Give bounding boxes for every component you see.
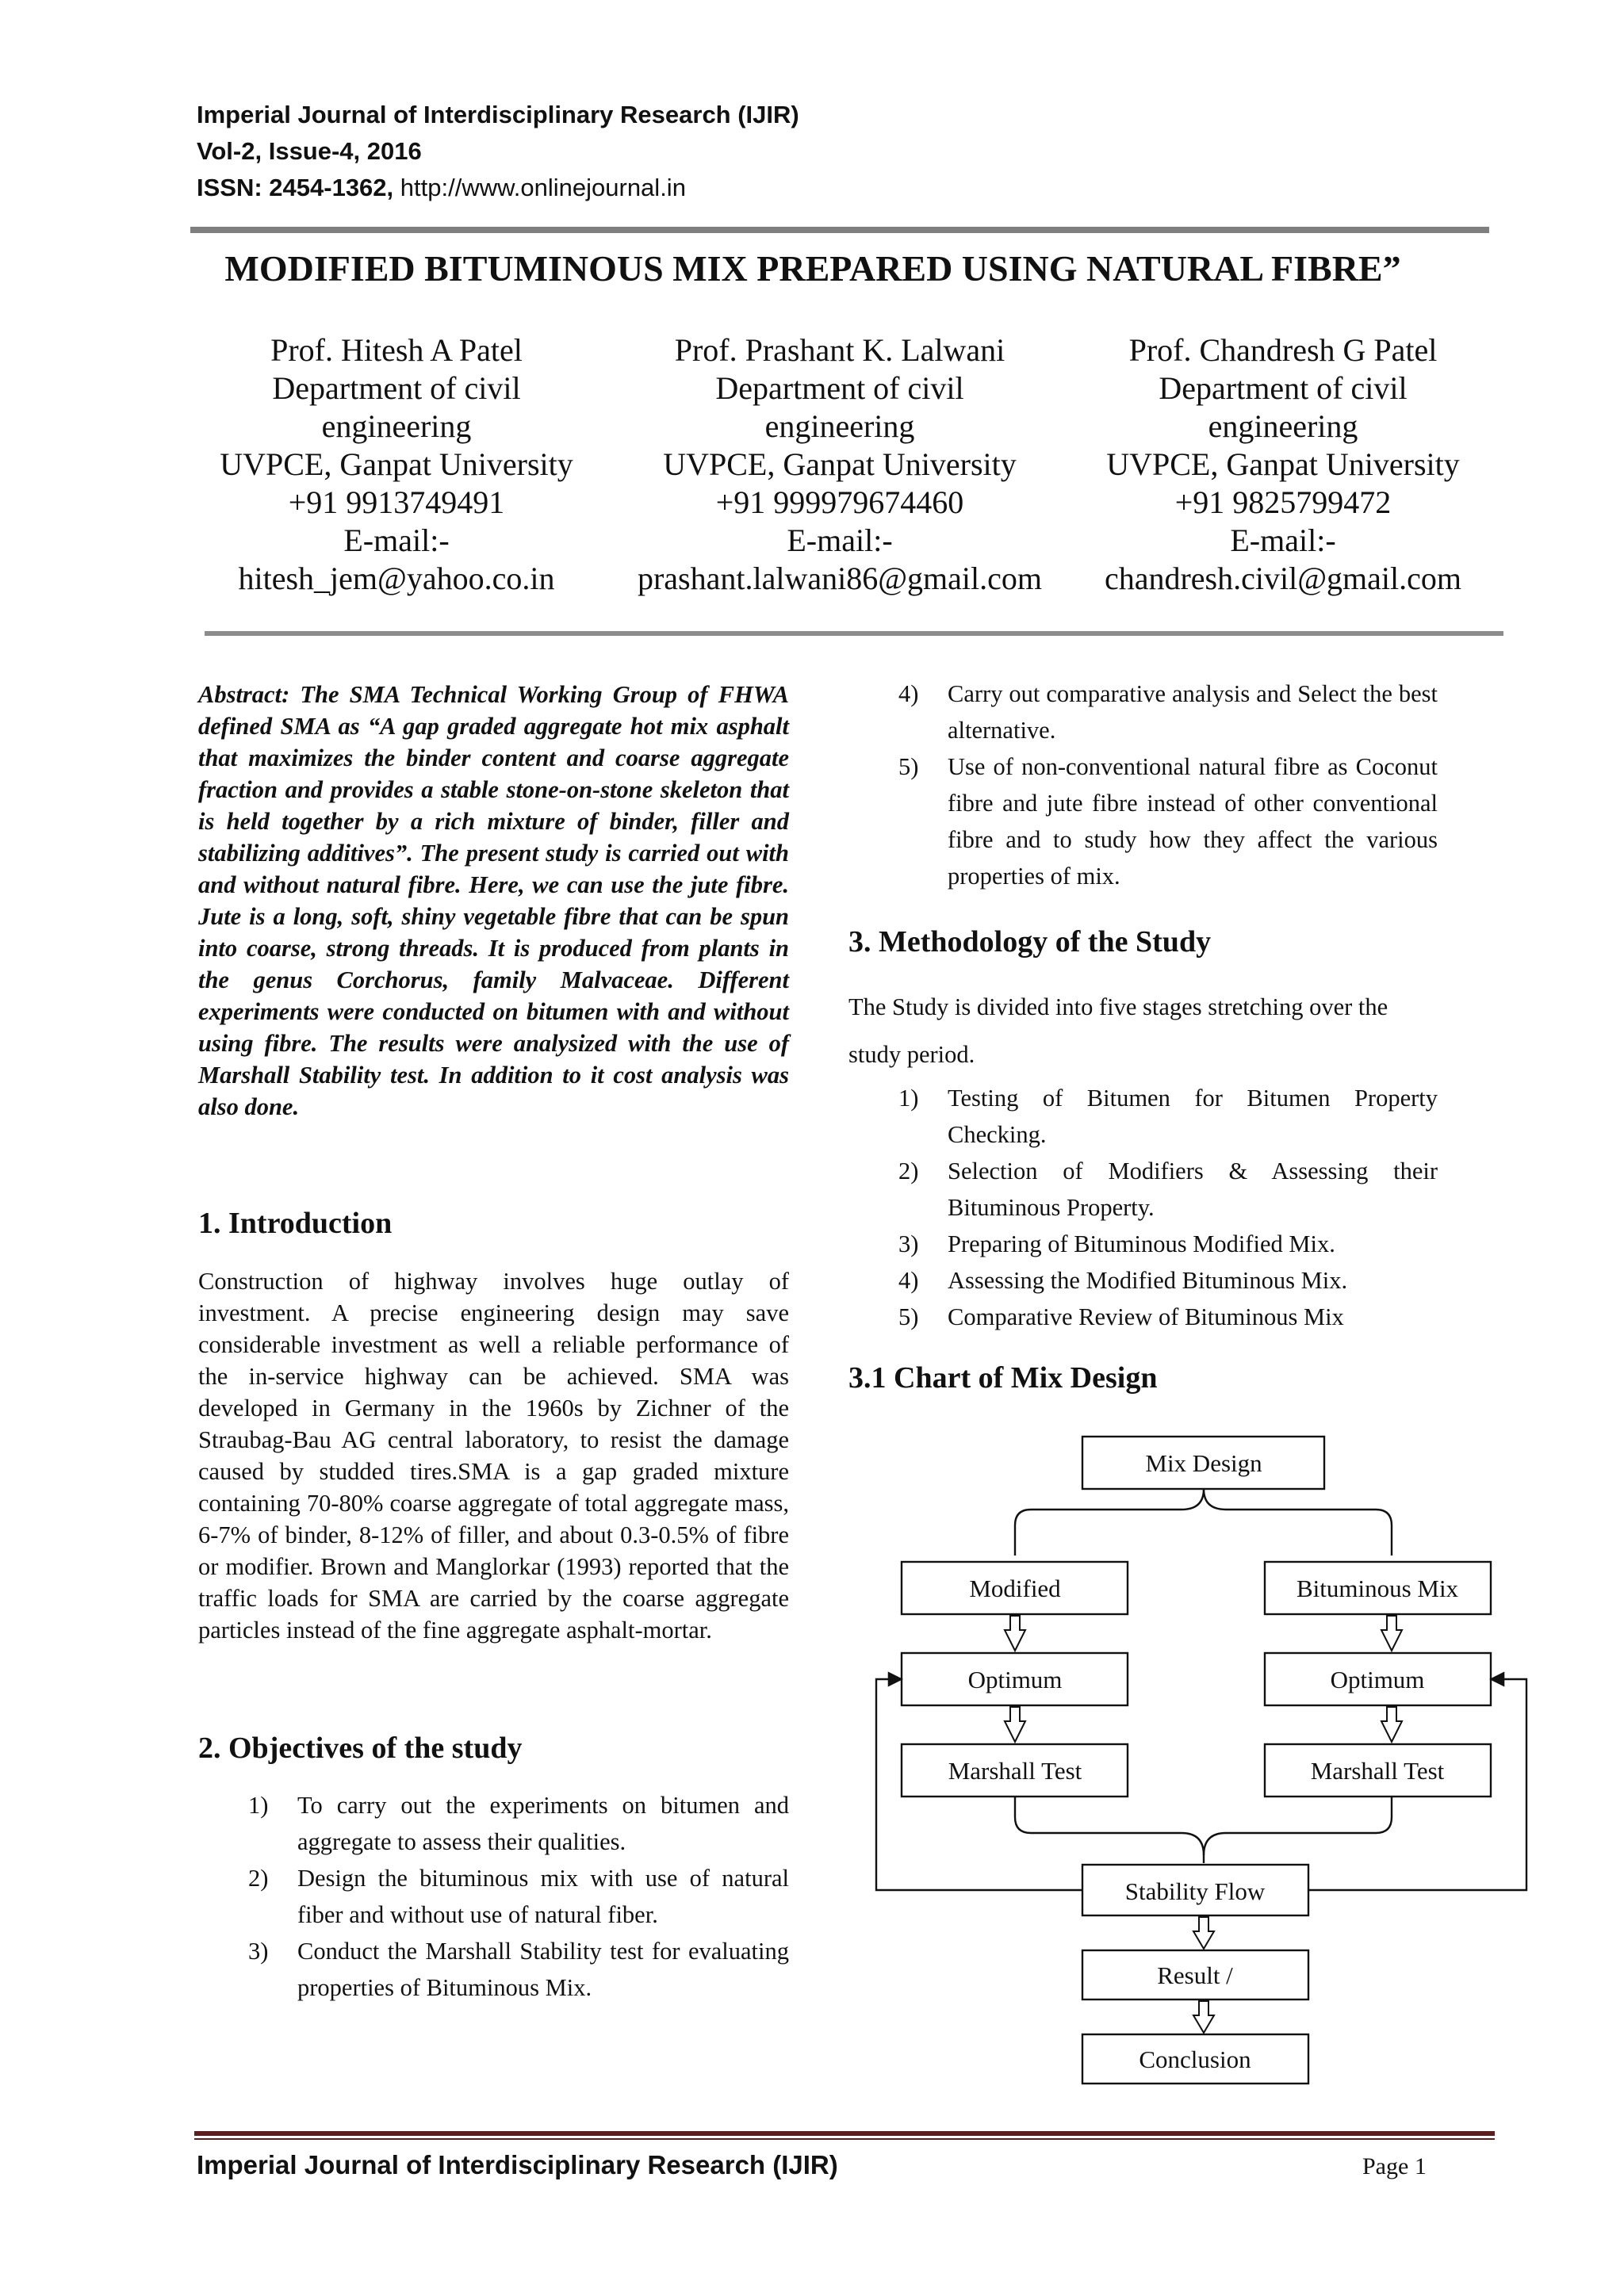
author-1 xyxy=(190,331,603,598)
feedback-arrow-left xyxy=(876,1679,1082,1890)
authors-block xyxy=(190,331,1489,598)
methodology-list xyxy=(898,1080,1438,1335)
label-conclusion: Conclusion xyxy=(1139,2045,1251,2073)
author-3 xyxy=(1077,331,1489,598)
page-number: Page 1 xyxy=(1362,2153,1427,2179)
list-number: 5) xyxy=(898,1303,919,1330)
author-name: Prof. Chandresh G Patel xyxy=(1128,332,1438,368)
journal-volume: Vol-2, Issue-4, 2016 xyxy=(197,137,422,165)
methodology-intro: The Study is divided into five stages stretching over the study period. xyxy=(848,993,1388,1068)
list-item xyxy=(248,1933,789,2006)
feedback-arrow-right xyxy=(1308,1679,1526,1890)
list-item xyxy=(898,675,1438,748)
list-item xyxy=(898,1262,1438,1299)
label-marshall-left: Marshall Test xyxy=(948,1757,1082,1785)
author-dept-2: engineering xyxy=(1208,408,1358,444)
abstract: Abstract: The SMA Technical Working Group of FHWA defined SMA as “A gap graded aggregate hot mix asphalt that maximizes the binder content and coarse aggregate fraction and provides a stable stone-on-stone skeleton that is held together by a rich mixture of binder, filler and stabilizing additives”. The present study is carried out with and without natural fibre. Here, we can use the jute fibre. Jute is a long, soft, shiny vegetable fibre that can be spun into coarse, strong threads. It is produced from plants in the genus Corchorus, family Malvaceae. Different experiments were conducted on bitumen with and without using fibre. The results were analysized with the use of Marshall Stability test. In addition to it cost analysis was also done. xyxy=(198,681,789,1120)
list-number: 4) xyxy=(898,1267,919,1294)
list-number: 3) xyxy=(248,1938,269,1965)
down-arrow-right-2 xyxy=(1381,1707,1402,1742)
list-number: 2) xyxy=(898,1158,919,1184)
label-modified: Modified xyxy=(969,1575,1061,1602)
author-dept: Department of civil xyxy=(715,370,964,406)
author-univ: UVPCE, Ganpat University xyxy=(663,446,1017,482)
list-item xyxy=(248,1787,789,1860)
footer-journal: Imperial Journal of Interdisciplinary Research (IJIR) xyxy=(197,2150,838,2179)
methodology-heading: 3. Methodology of the Study xyxy=(848,925,1212,959)
author-name: Prof. Hitesh A Patel xyxy=(270,332,523,368)
paper-title: MODIFIED BITUMINOUS MIX PREPARED USING NATURAL FIBRE” xyxy=(224,248,1401,289)
author-dept: Department of civil xyxy=(1159,370,1408,406)
footer-divider xyxy=(194,2131,1495,2136)
list-number: 4) xyxy=(898,680,919,707)
journal-issn: ISSN: 2454-1362, xyxy=(197,174,394,201)
label-optimum-left: Optimum xyxy=(967,1666,1063,1693)
journal-issn-line xyxy=(197,170,799,206)
down-arrow-right-1 xyxy=(1381,1616,1402,1651)
label-stability-flow: Stability Flow xyxy=(1124,1877,1266,1905)
list-text: Carry out comparative analysis and Select the best alternative. xyxy=(948,680,1438,744)
down-arrow-left-1 xyxy=(1005,1616,1025,1651)
list-item xyxy=(898,1080,1438,1153)
list-text: Use of non-conventional natural fibre as Coconut fibre and jute fibre instead of other conventional fibre and to study how they affect the various properties of mix. xyxy=(948,753,1438,890)
author-phone: +91 9825799472 xyxy=(1174,484,1392,520)
list-text: Assessing the Modified Bituminous Mix. xyxy=(948,1267,1348,1294)
list-text: Design the bituminous mix with use of natural fiber and without use of natural fiber. xyxy=(297,1865,789,1928)
mix-design-flowchart xyxy=(860,1421,1542,2107)
author-email-label: E-mail:- xyxy=(1230,522,1336,558)
list-text: Comparative Review of Bituminous Mix xyxy=(948,1303,1344,1330)
objectives-list-right xyxy=(898,675,1438,894)
author-dept-2: engineering xyxy=(764,408,915,444)
author-email-label: E-mail:- xyxy=(343,522,450,558)
author-dept-2: engineering xyxy=(321,408,472,444)
list-number: 1) xyxy=(898,1085,919,1112)
journal-url[interactable]: http://www.onlinejournal.in xyxy=(400,174,686,201)
introduction-heading: 1. Introduction xyxy=(198,1207,393,1240)
list-text: Selection of Modifiers & Assessing their Bituminous Property. xyxy=(948,1158,1438,1221)
footer-divider-thin xyxy=(194,2138,1495,2140)
down-arrow-center-1 xyxy=(1193,1917,1214,1949)
author-univ: UVPCE, Ganpat University xyxy=(1106,446,1460,482)
down-arrow-center-2 xyxy=(1193,2001,1214,2033)
list-item xyxy=(898,1153,1438,1226)
label-optimum-right: Optimum xyxy=(1330,1666,1425,1693)
author-2 xyxy=(634,331,1046,598)
list-text: Testing of Bitumen for Bitumen Property Checking. xyxy=(948,1085,1438,1148)
authors-divider xyxy=(205,631,1503,636)
list-item xyxy=(248,1860,789,1933)
objectives-list-left xyxy=(248,1787,789,2006)
introduction-text: Construction of highway involves huge outlay of investment. A precise engineering design may save considerable investment as well a reliable performance of the in-service highway can be achieved. SMA was developed in Germany in the 1960s by Zichner of the Straubag-Bau AG central laboratory, to resist the damage caused by studded tires.SMA is a gap graded mixture containing 70-80% coarse aggregate of total aggregate mass, 6-7% of binder, 8-12% of filler, and about 0.3-0.5% of fibre or modifier. Brown and Manglorkar (1993) reported that the traffic loads for SMA are carried by the coarse aggregate particles instead of the fine aggregate asphalt-mortar. xyxy=(198,1268,789,1644)
list-item xyxy=(898,1299,1438,1335)
list-text: To carry out the experiments on bitumen and aggregate to assess their qualities. xyxy=(297,1792,789,1855)
author-dept: Department of civil xyxy=(272,370,521,406)
author-phone: +91 9913749491 xyxy=(288,484,505,520)
list-number: 1) xyxy=(248,1792,269,1819)
brace-bottom-left xyxy=(1015,1797,1204,1855)
label-mix-design: Mix Design xyxy=(1145,1449,1262,1477)
author-email[interactable]: prashant.lalwani86@gmail.com xyxy=(637,561,1043,596)
list-number: 5) xyxy=(898,753,919,780)
flowchart-svg xyxy=(860,1421,1542,2103)
author-email[interactable]: hitesh_jem@yahoo.co.in xyxy=(238,561,555,596)
journal-header xyxy=(197,97,799,206)
author-email-label: E-mail:- xyxy=(787,522,893,558)
list-item xyxy=(898,748,1438,894)
brace-top-right xyxy=(1204,1489,1392,1556)
label-bituminous-mix: Bituminous Mix xyxy=(1296,1575,1459,1602)
down-arrow-left-2 xyxy=(1005,1707,1025,1742)
author-email[interactable]: chandresh.civil@gmail.com xyxy=(1104,561,1462,596)
list-number: 2) xyxy=(248,1865,269,1892)
author-phone: +91 999979674460 xyxy=(715,484,964,520)
author-name: Prof. Prashant K. Lalwani xyxy=(674,332,1005,368)
brace-bottom-right xyxy=(1204,1797,1392,1855)
author-univ: UVPCE, Ganpat University xyxy=(220,446,573,482)
header-divider xyxy=(190,227,1489,233)
label-result: Result / xyxy=(1157,1961,1233,1989)
list-text: Conduct the Marshall Stability test for evaluating properties of Bituminous Mix. xyxy=(297,1938,789,2001)
objectives-heading: 2. Objectives of the study xyxy=(198,1732,523,1765)
list-text: Preparing of Bituminous Modified Mix. xyxy=(948,1230,1335,1257)
list-item xyxy=(898,1226,1438,1262)
brace-top-left xyxy=(1015,1489,1204,1556)
journal-name: Imperial Journal of Interdisciplinary Research (IJIR) xyxy=(197,101,799,128)
label-marshall-right: Marshall Test xyxy=(1310,1757,1445,1785)
chart-heading: 3.1 Chart of Mix Design xyxy=(848,1361,1158,1395)
list-number: 3) xyxy=(898,1230,919,1257)
